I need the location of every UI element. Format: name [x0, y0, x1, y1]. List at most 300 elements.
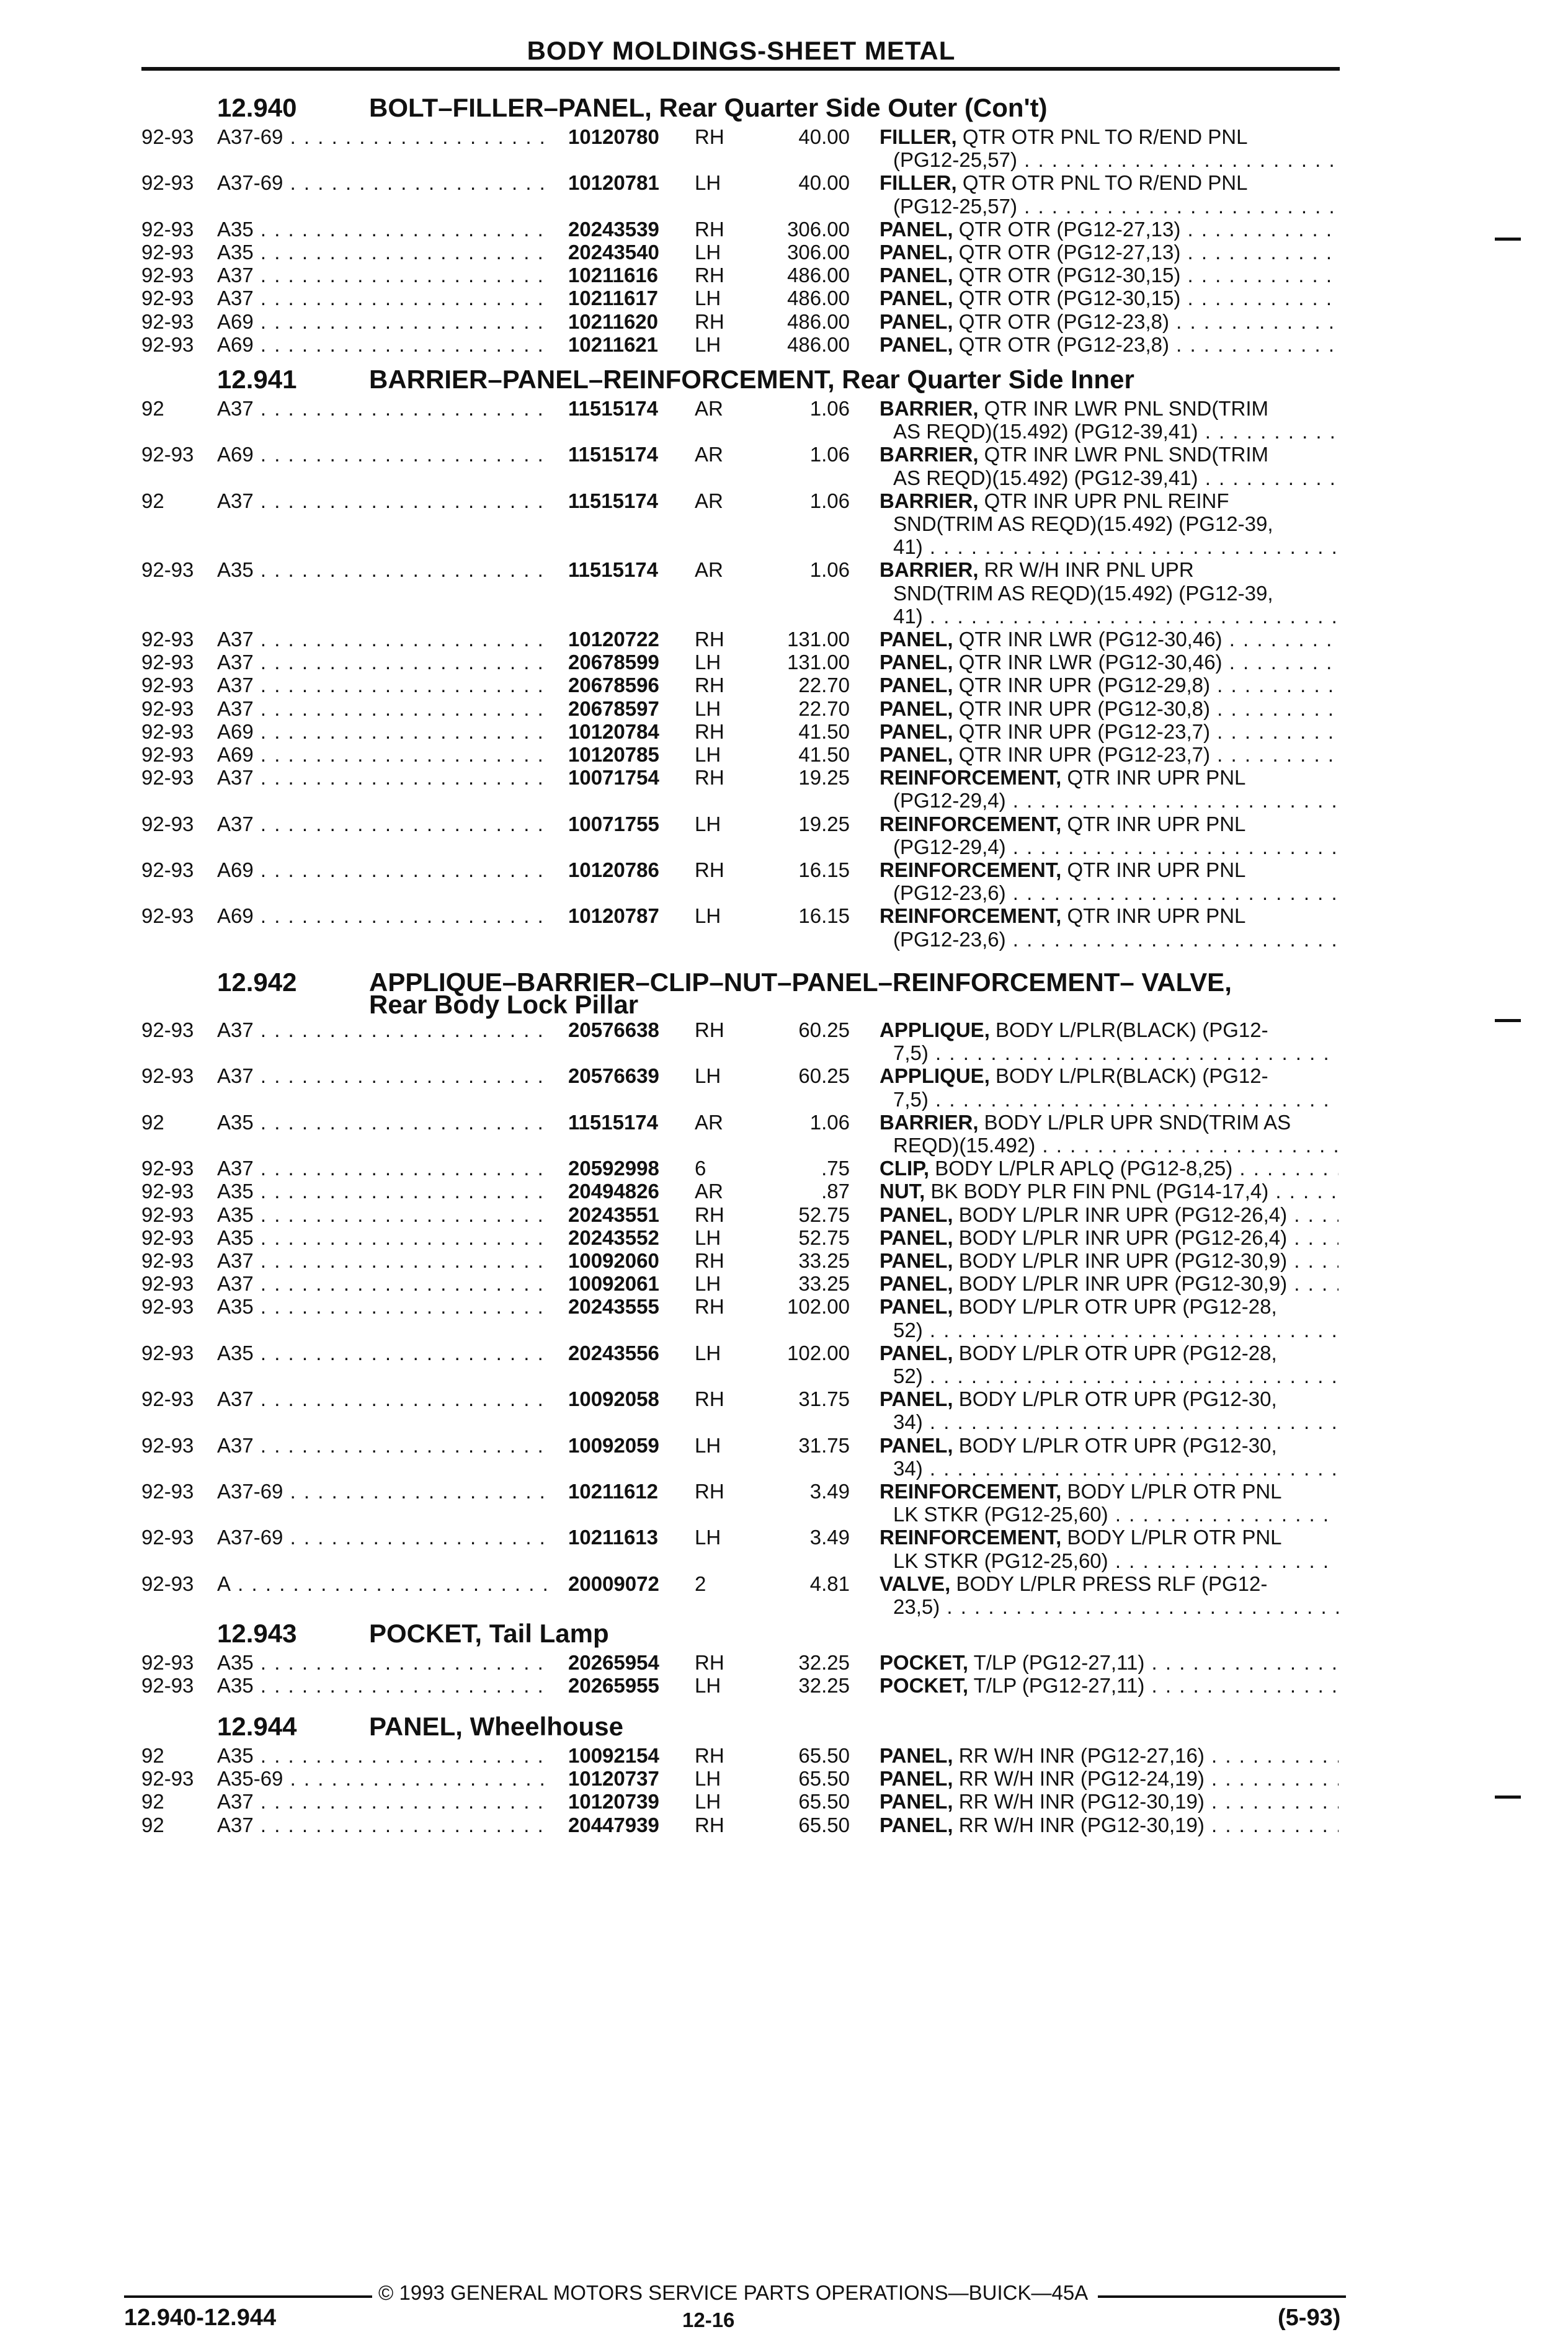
model-year: 92 — [141, 489, 164, 512]
model-year: 92-93 — [141, 1480, 194, 1503]
description-name: PANEL, — [880, 1295, 953, 1319]
model-year: 92-93 — [141, 1526, 194, 1549]
model-year: 92 — [141, 1813, 164, 1836]
description-detail: RR W/H INR PNL UPR — [978, 558, 1194, 582]
description-detail: BODY L/PLR INR UPR (PG12-26,4) — [953, 1226, 1288, 1249]
description-continued: 7,5) . . . — [893, 1088, 1339, 1111]
part-number: 11515174 — [568, 489, 659, 512]
footer-date: (5-93) — [1278, 2305, 1341, 2331]
price: 60.25 — [798, 1018, 850, 1041]
description-name: APPLIQUE, — [880, 1018, 990, 1041]
description-detail: BODY L/PLR(BLACK) (PG12- — [989, 1064, 1268, 1088]
description-name: PANEL, — [880, 1744, 953, 1767]
description-name: PANEL, — [880, 1433, 953, 1457]
price: 131.00 — [787, 651, 850, 674]
table-row — [0, 904, 1568, 927]
quantity-code: RH — [695, 264, 724, 287]
description-detail: QTR INR UPR (PG12-30,8) — [953, 696, 1210, 720]
description — [880, 1387, 1339, 1410]
quantity-code: LH — [695, 1433, 721, 1457]
description-name: FILLER, — [880, 171, 957, 195]
quantity-code: LH — [695, 1226, 721, 1249]
part-number: 10211612 — [568, 1480, 659, 1503]
description — [880, 1480, 1339, 1503]
table-row-continuation — [0, 1410, 1568, 1433]
model-code: A37 . . . — [217, 1790, 552, 1813]
table-row — [0, 720, 1568, 743]
footer-page-number: 12-16 — [682, 2308, 735, 2331]
price: 41.50 — [798, 719, 850, 743]
table-row — [0, 241, 1568, 264]
section-number: 12.942 — [217, 968, 297, 997]
description — [880, 1790, 1339, 1813]
description-detail: RR W/H INR (PG12-30,19) — [953, 1790, 1205, 1814]
description — [880, 125, 1339, 148]
description-name: PANEL, — [880, 287, 953, 310]
price: 33.25 — [798, 1249, 850, 1272]
part-number: 20678599 — [568, 651, 659, 674]
price: 19.25 — [798, 766, 850, 790]
model-code: A37 . . . — [217, 812, 552, 835]
table-row — [0, 1295, 1568, 1318]
part-number: 10120737 — [568, 1767, 659, 1791]
description-continued: 52) . . . — [893, 1319, 1339, 1342]
table-row-continuation — [0, 1041, 1568, 1064]
price: 102.00 — [787, 1295, 850, 1319]
model-code: A37 . . . — [217, 1018, 552, 1041]
description-detail: QTR INR UPR PNL REINF — [978, 489, 1229, 512]
description-continued: SND(TRIM AS REQD)(15.492) (PG12-39, — [893, 512, 1273, 535]
description — [880, 674, 1339, 696]
model-code: A35 . . . — [217, 1674, 552, 1697]
part-number: 10120780 — [568, 125, 659, 148]
description — [880, 558, 1339, 581]
section-title: BOLT–FILLER–PANEL, Rear Quarter Side Outer (Con't) — [369, 93, 1048, 122]
description-detail: QTR OTR (PG12-23,8) — [953, 332, 1169, 356]
table-row — [0, 1203, 1568, 1226]
model-year: 92-93 — [141, 1433, 194, 1457]
footer-section-range: 12.940-12.944 — [124, 2305, 277, 2331]
description-name: PANEL, — [880, 1387, 953, 1411]
description-detail: RR W/H INR (PG12-27,16) — [953, 1744, 1205, 1767]
quantity-code: LH — [695, 696, 721, 720]
price: 22.70 — [798, 674, 850, 697]
price: 16.15 — [798, 858, 850, 881]
table-row — [0, 1790, 1568, 1813]
price: 31.75 — [798, 1387, 850, 1411]
description-continued: AS REQD)(15.492) (PG12-39,41) . . . — [893, 420, 1339, 443]
description-detail: BODY L/PLR OTR PNL — [1061, 1526, 1282, 1549]
table-row — [0, 443, 1568, 466]
description-detail: QTR INR UPR PNL — [1061, 812, 1246, 835]
table-row — [0, 397, 1568, 420]
part-number: 10071754 — [568, 766, 659, 790]
description — [880, 697, 1339, 720]
model-code: A37 . . . — [217, 264, 552, 287]
table-row-continuation — [0, 195, 1568, 218]
price: 1.06 — [809, 489, 850, 512]
model-code: A37 . . . — [217, 697, 552, 720]
description-name: BARRIER, — [880, 1110, 979, 1134]
model-year: 92-93 — [141, 674, 194, 697]
price: 4.81 — [809, 1572, 850, 1595]
part-number: 11515174 — [568, 1110, 659, 1134]
table-row — [0, 1434, 1568, 1457]
price: 1.06 — [809, 1110, 850, 1134]
table-row — [0, 674, 1568, 696]
description-name: PANEL, — [880, 309, 953, 333]
price: 306.00 — [787, 217, 850, 241]
model-year: 92 — [141, 1110, 164, 1134]
price: 1.06 — [809, 397, 850, 420]
quantity-code: AR — [695, 489, 723, 512]
part-number: 10092059 — [568, 1433, 659, 1457]
description-continued: LK STKR (PG12-25,60) . . . — [893, 1549, 1339, 1572]
part-number: 20265955 — [568, 1674, 659, 1698]
description-name: PANEL, — [880, 332, 953, 356]
table-row — [0, 1674, 1568, 1697]
model-code: A37-69 . . . — [217, 1526, 552, 1549]
quantity-code: LH — [695, 171, 721, 195]
table-row — [0, 1480, 1568, 1503]
description — [880, 743, 1339, 766]
part-number: 10120786 — [568, 858, 659, 881]
description-name: PANEL, — [880, 1249, 953, 1272]
part-number: 20678597 — [568, 696, 659, 720]
description-continued: REQD)(15.492) . . . — [893, 1134, 1339, 1157]
table-row — [0, 1249, 1568, 1272]
description-name: REINFORCEMENT, — [880, 858, 1062, 881]
table-row-continuation — [0, 582, 1568, 605]
model-code: A69 . . . — [217, 310, 552, 333]
model-year: 92-93 — [141, 1341, 194, 1364]
part-number: 10092154 — [568, 1744, 659, 1767]
description — [880, 1434, 1339, 1457]
price: .75 — [821, 1157, 850, 1180]
description-name: BARRIER, — [880, 489, 979, 512]
description-detail: QTR INR UPR PNL — [1061, 858, 1246, 881]
model-year: 92-93 — [141, 125, 194, 148]
quantity-code: LH — [695, 241, 721, 264]
model-year: 92-93 — [141, 858, 194, 881]
quantity-code: AR — [695, 1180, 723, 1203]
quantity-code: LH — [695, 1674, 721, 1698]
model-code: A35-69 . . . — [217, 1767, 552, 1790]
price: 486.00 — [787, 332, 850, 356]
price: 31.75 — [798, 1433, 850, 1457]
description — [880, 904, 1339, 927]
quantity-code: RH — [695, 217, 724, 241]
description-name: PANEL, — [880, 743, 953, 766]
model-year: 92-93 — [141, 264, 194, 287]
table-row — [0, 858, 1568, 881]
part-number: 10071755 — [568, 812, 659, 835]
quantity-code: RH — [695, 1744, 724, 1767]
model-code: A35 . . . — [217, 1226, 552, 1249]
footer-copyright: © 1993 GENERAL MOTORS SERVICE PARTS OPERATIONS—BUICK—45A — [378, 2281, 1089, 2304]
section-title: BARRIER–PANEL–REINFORCEMENT, Rear Quarter Side Inner — [369, 365, 1134, 394]
table-row — [0, 1226, 1568, 1249]
model-year: 92 — [141, 397, 164, 420]
table-row — [0, 1272, 1568, 1295]
quantity-code: LH — [695, 651, 721, 674]
description — [880, 1651, 1339, 1674]
description — [880, 1295, 1339, 1318]
model-year: 92-93 — [141, 696, 194, 720]
quantity-code: RH — [695, 628, 724, 651]
description-name: PANEL, — [880, 1813, 953, 1836]
description-detail: QTR OTR PNL TO R/END PNL — [956, 171, 1248, 195]
section-title: POCKET, Tail Lamp — [369, 1619, 609, 1648]
model-code: A35 . . . — [217, 241, 552, 264]
quantity-code: LH — [695, 743, 721, 766]
quantity-code: LH — [695, 1064, 721, 1088]
description — [880, 1249, 1339, 1272]
description-detail: RR W/H INR (PG12-24,19) — [953, 1767, 1205, 1791]
quantity-code: LH — [695, 904, 721, 928]
table-row — [0, 264, 1568, 287]
description-name: POCKET, — [880, 1651, 969, 1674]
price: 41.50 — [798, 743, 850, 766]
model-year: 92-93 — [141, 1180, 194, 1203]
description — [880, 651, 1339, 674]
quantity-code: RH — [695, 1295, 724, 1319]
description — [880, 333, 1339, 356]
description — [880, 1744, 1339, 1767]
part-number: 20678596 — [568, 674, 659, 697]
model-code: A37 . . . — [217, 1434, 552, 1457]
part-number: 20243540 — [568, 241, 659, 264]
table-row — [0, 558, 1568, 581]
model-year: 92-93 — [141, 1064, 194, 1088]
section-title: PANEL, Wheelhouse — [369, 1712, 623, 1741]
page-title: BODY MOLDINGS-SHEET METAL — [527, 36, 956, 65]
price: 32.25 — [798, 1651, 850, 1674]
table-row-continuation — [0, 1088, 1568, 1111]
part-number: 20447939 — [568, 1813, 659, 1836]
price: 65.50 — [798, 1813, 850, 1836]
table-row-continuation — [0, 835, 1568, 858]
description-continued: LK STKR (PG12-25,60) . . . — [893, 1503, 1339, 1526]
table-row — [0, 287, 1568, 309]
description — [880, 264, 1339, 287]
description — [880, 1814, 1339, 1836]
quantity-code: AR — [695, 558, 723, 582]
price: 40.00 — [798, 125, 850, 148]
model-year: 92-93 — [141, 443, 194, 466]
description-detail: BODY L/PLR UPR SND(TRIM AS — [978, 1110, 1291, 1134]
model-code: A37 . . . — [217, 1387, 552, 1410]
price: .87 — [821, 1180, 850, 1203]
description — [880, 720, 1339, 743]
description — [880, 241, 1339, 264]
description — [880, 766, 1339, 789]
description — [880, 1018, 1339, 1041]
model-year: 92-93 — [141, 719, 194, 743]
table-row — [0, 766, 1568, 789]
table-row — [0, 743, 1568, 766]
description-continued: SND(TRIM AS REQD)(15.492) (PG12-39, — [893, 581, 1273, 605]
quantity-code: LH — [695, 287, 721, 310]
description-detail: QTR INR LWR PNL SND(TRIM — [978, 397, 1269, 420]
model-code: A35 . . . — [217, 1744, 552, 1767]
table-row-continuation — [0, 928, 1568, 951]
description-detail: BK BODY PLR FIN PNL (PG14-17,4) — [925, 1180, 1269, 1203]
description-detail: QTR INR UPR PNL — [1061, 766, 1246, 790]
quantity-code: RH — [695, 125, 724, 148]
model-code: A37 . . . — [217, 1249, 552, 1272]
description-continued: (PG12-29,4) . . . — [893, 789, 1339, 812]
quantity-code: RH — [695, 1249, 724, 1272]
model-code: A37-69 . . . — [217, 125, 552, 148]
table-row — [0, 1064, 1568, 1087]
part-number: 10092058 — [568, 1387, 659, 1411]
description-name: FILLER, — [880, 125, 957, 148]
quantity-code: 2 — [695, 1572, 706, 1595]
model-code: A37 . . . — [217, 766, 552, 789]
model-year: 92-93 — [141, 812, 194, 835]
quantity-code: AR — [695, 1110, 723, 1134]
description-detail: BODY L/PLR(BLACK) (PG12- — [989, 1018, 1268, 1041]
description — [880, 1203, 1339, 1226]
price: 65.50 — [798, 1790, 850, 1814]
price: 102.00 — [787, 1341, 850, 1364]
table-row — [0, 1744, 1568, 1767]
table-row-continuation — [0, 1503, 1568, 1526]
model-year: 92-93 — [141, 171, 194, 195]
description-name: PANEL, — [880, 1203, 953, 1226]
description-detail: QTR INR UPR (PG12-23,7) — [953, 719, 1210, 743]
description — [880, 443, 1339, 466]
price: 19.25 — [798, 812, 850, 835]
description-continued: (PG12-23,6) . . . — [893, 881, 1339, 904]
table-row — [0, 1767, 1568, 1790]
description — [880, 310, 1339, 333]
table-row — [0, 651, 1568, 674]
table-row — [0, 1526, 1568, 1549]
quantity-code: LH — [695, 1767, 721, 1791]
model-year: 92-93 — [141, 1157, 194, 1180]
model-code: A37 . . . — [217, 651, 552, 674]
price: 486.00 — [787, 309, 850, 333]
quantity-code: LH — [695, 1526, 721, 1549]
description-detail: QTR INR UPR (PG12-29,8) — [953, 674, 1210, 697]
description-detail: T/LP (PG12-27,11) — [968, 1674, 1145, 1698]
quantity-code: RH — [695, 766, 724, 790]
description-continued: (PG12-23,6) . . . — [893, 928, 1339, 951]
model-year: 92-93 — [141, 1674, 194, 1698]
price: 33.25 — [798, 1272, 850, 1296]
model-year: 92-93 — [141, 287, 194, 310]
description — [880, 1272, 1339, 1295]
description-name: BARRIER, — [880, 397, 979, 420]
description-name: PANEL, — [880, 719, 953, 743]
model-code: A . . . — [217, 1572, 552, 1595]
description — [880, 397, 1339, 420]
part-number: 20243539 — [568, 217, 659, 241]
quantity-code: RH — [695, 1387, 724, 1411]
table-row — [0, 697, 1568, 720]
description-detail: QTR OTR (PG12-30,15) — [953, 287, 1181, 310]
quantity-code: RH — [695, 1813, 724, 1836]
table-row — [0, 1111, 1568, 1134]
part-number: 10120785 — [568, 743, 659, 766]
description — [880, 1674, 1339, 1697]
description — [880, 1064, 1339, 1087]
model-year: 92-93 — [141, 1018, 194, 1041]
table-row-continuation — [0, 605, 1568, 628]
model-year: 92-93 — [141, 1295, 194, 1319]
table-row-continuation — [0, 512, 1568, 535]
model-year: 92-93 — [141, 1767, 194, 1791]
price: 306.00 — [787, 241, 850, 264]
description-detail: QTR OTR (PG12-27,13) — [953, 241, 1181, 264]
part-number: 10092061 — [568, 1272, 659, 1296]
price: 52.75 — [798, 1226, 850, 1249]
part-number: 11515174 — [568, 443, 659, 466]
table-row — [0, 1342, 1568, 1364]
quantity-code: LH — [695, 1341, 721, 1364]
description-continued: 7,5) . . . — [893, 1041, 1339, 1064]
description-name: BARRIER, — [880, 443, 979, 466]
description-detail: QTR INR UPR PNL — [1061, 904, 1246, 928]
price: 486.00 — [787, 287, 850, 310]
description-detail: BODY L/PLR OTR UPR (PG12-28, — [953, 1295, 1277, 1319]
description — [880, 1226, 1339, 1249]
model-year: 92 — [141, 1790, 164, 1814]
model-code: A35 . . . — [217, 1295, 552, 1318]
quantity-code: RH — [695, 858, 724, 881]
table-row-continuation — [0, 1457, 1568, 1480]
description-continued: 23,5) . . . — [893, 1595, 1339, 1618]
description-detail: RR W/H INR (PG12-30,19) — [953, 1813, 1205, 1836]
description-continued: 34) . . . — [893, 1410, 1339, 1433]
part-number: 10120787 — [568, 904, 659, 928]
part-number: 10211617 — [568, 287, 659, 310]
description-detail: BODY L/PLR PRESS RLF (PG12- — [950, 1572, 1268, 1595]
part-number: 10120722 — [568, 628, 659, 651]
header-rule — [141, 67, 1340, 71]
quantity-code: RH — [695, 309, 724, 333]
table-row — [0, 489, 1568, 512]
description-detail: QTR INR LWR (PG12-30,46) — [953, 628, 1223, 651]
quantity-code: LH — [695, 1272, 721, 1296]
description-continued: (PG12-25,57) . . . — [893, 195, 1339, 218]
price: 16.15 — [798, 904, 850, 928]
description — [880, 1526, 1339, 1549]
description-detail: QTR OTR (PG12-30,15) — [953, 264, 1181, 287]
model-year: 92-93 — [141, 628, 194, 651]
part-number: 10211616 — [568, 264, 659, 287]
margin-mark — [1495, 1019, 1521, 1022]
quantity-code: AR — [695, 397, 723, 420]
section-number: 12.944 — [217, 1712, 297, 1741]
table-row — [0, 1018, 1568, 1041]
model-year: 92-93 — [141, 217, 194, 241]
part-number: 20243556 — [568, 1341, 659, 1364]
model-code: A37 . . . — [217, 628, 552, 651]
part-number: 20243551 — [568, 1203, 659, 1226]
model-code: A69 . . . — [217, 720, 552, 743]
model-code: A37 . . . — [217, 1157, 552, 1180]
price: 3.49 — [809, 1526, 850, 1549]
part-number: 10211621 — [568, 332, 659, 356]
margin-mark — [1495, 1796, 1521, 1799]
part-number: 20243552 — [568, 1226, 659, 1249]
description-continued: 41) . . . — [893, 605, 1339, 628]
model-year: 92-93 — [141, 332, 194, 356]
table-row — [0, 1180, 1568, 1203]
